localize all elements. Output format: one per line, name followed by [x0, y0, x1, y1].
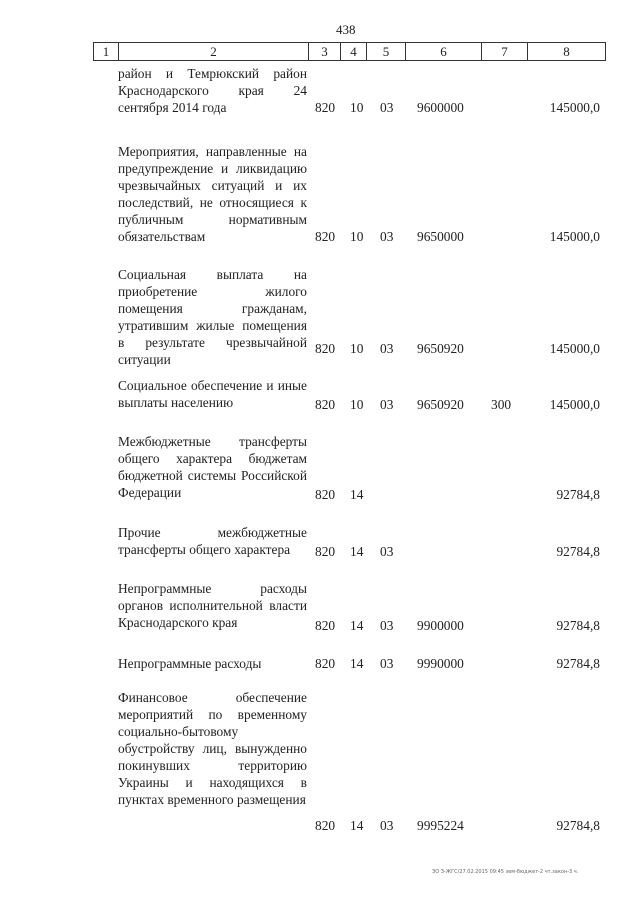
row-col-4: 10	[350, 229, 364, 244]
row-col-5: 03	[380, 618, 394, 633]
page-number: 438	[336, 22, 356, 37]
row-description: Непрограммные расходы органов исполнительной власти Краснодарского края	[118, 581, 307, 630]
row-col-4: 14	[350, 618, 364, 633]
row-col-5: 03	[380, 397, 394, 412]
table-header	[93, 42, 606, 61]
row-col-3: 820	[315, 229, 336, 244]
row-col-4: 10	[350, 341, 364, 356]
row-col-8: 92784,8	[556, 656, 600, 671]
row-col-6: 9650920	[417, 397, 464, 412]
row-col-8: 145000,0	[549, 397, 600, 412]
header-col-6: 6	[406, 43, 482, 60]
header-col-5: 5	[367, 43, 406, 60]
row-description: Социальное обеспечение и иные выплаты населению	[118, 378, 307, 410]
header-col-1: 1	[94, 43, 119, 60]
row-col-5: 03	[380, 341, 394, 356]
row-col-3: 820	[315, 544, 336, 559]
row-col-3: 820	[315, 341, 336, 356]
row-col-3: 820	[315, 397, 336, 412]
row-description: Межбюджетные трансферты общего характера бюджетам бюджетной системы Российской Федерации	[118, 434, 307, 500]
row-col-5: 03	[380, 229, 394, 244]
header-col-4: 4	[341, 43, 367, 60]
row-col-3: 820	[315, 487, 336, 502]
row-col-8: 145000,0	[549, 341, 600, 356]
row-col-6: 9650000	[417, 229, 464, 244]
row-col-3: 820	[315, 618, 336, 633]
row-col-5: 03	[380, 544, 394, 559]
row-description: Социальная выплата на приобретение жилого помещения гражданам, утратившим жилые помещения в результате чрезвычайной ситуации	[118, 267, 307, 367]
header-col-8: 8	[563, 44, 570, 59]
row-col-5: 03	[380, 100, 394, 115]
row-col-4: 10	[350, 100, 364, 115]
row-col-8: 145000,0	[549, 229, 600, 244]
row-col-8: 92784,8	[556, 618, 600, 633]
row-col-4: 14	[350, 544, 364, 559]
row-col-5: 03	[380, 656, 394, 671]
row-col-8: 92784,8	[556, 544, 600, 559]
row-col-6: 9995224	[417, 818, 464, 833]
row-col-8: 92784,8	[556, 818, 600, 833]
header-col-2: 2	[119, 43, 309, 60]
row-col-4: 14	[350, 656, 364, 671]
row-col-6: 9600000	[417, 100, 464, 115]
row-col-8: 92784,8	[556, 487, 600, 502]
row-col-4: 14	[350, 818, 364, 833]
header-col-3: 3	[309, 43, 341, 60]
row-col-6: 9650920	[417, 341, 464, 356]
row-col-4: 14	[350, 487, 364, 502]
row-col-3: 820	[315, 818, 336, 833]
row-description: Финансовое обеспечение мероприятий по временному социально-бытовому обустройству лиц, вынужденно покинувших территорию Украины и находящихся в пунктах временного размещения	[118, 690, 307, 807]
row-col-4: 10	[350, 397, 364, 412]
row-col-8: 145000,0	[549, 100, 600, 115]
row-description: Мероприятия, направленные на предупреждение и ликвидацию чрезвычайных ситуаций и их последствий, не относящиеся к публичным нормативным обязательствам	[118, 144, 307, 244]
row-col-3: 820	[315, 656, 336, 671]
header-col-7: 7	[482, 43, 528, 60]
row-col-5: 03	[380, 818, 394, 833]
row-description: район и Темрюкский район Краснодарского края 24 сентября 2014 года	[118, 66, 307, 115]
row-col-7: 300	[491, 397, 512, 412]
row-description: Непрограммные расходы	[118, 656, 262, 671]
footer-stamp: ЗО З-ЖГС/27.02.2015 09:45 зем-бюджет-2 чт.закон-3 ч.	[432, 869, 579, 875]
row-description: Прочие межбюджетные трансферты общего характера	[118, 525, 307, 557]
row-col-3: 820	[315, 100, 336, 115]
row-col-6: 9990000	[417, 656, 464, 671]
row-col-6: 9900000	[417, 618, 464, 633]
